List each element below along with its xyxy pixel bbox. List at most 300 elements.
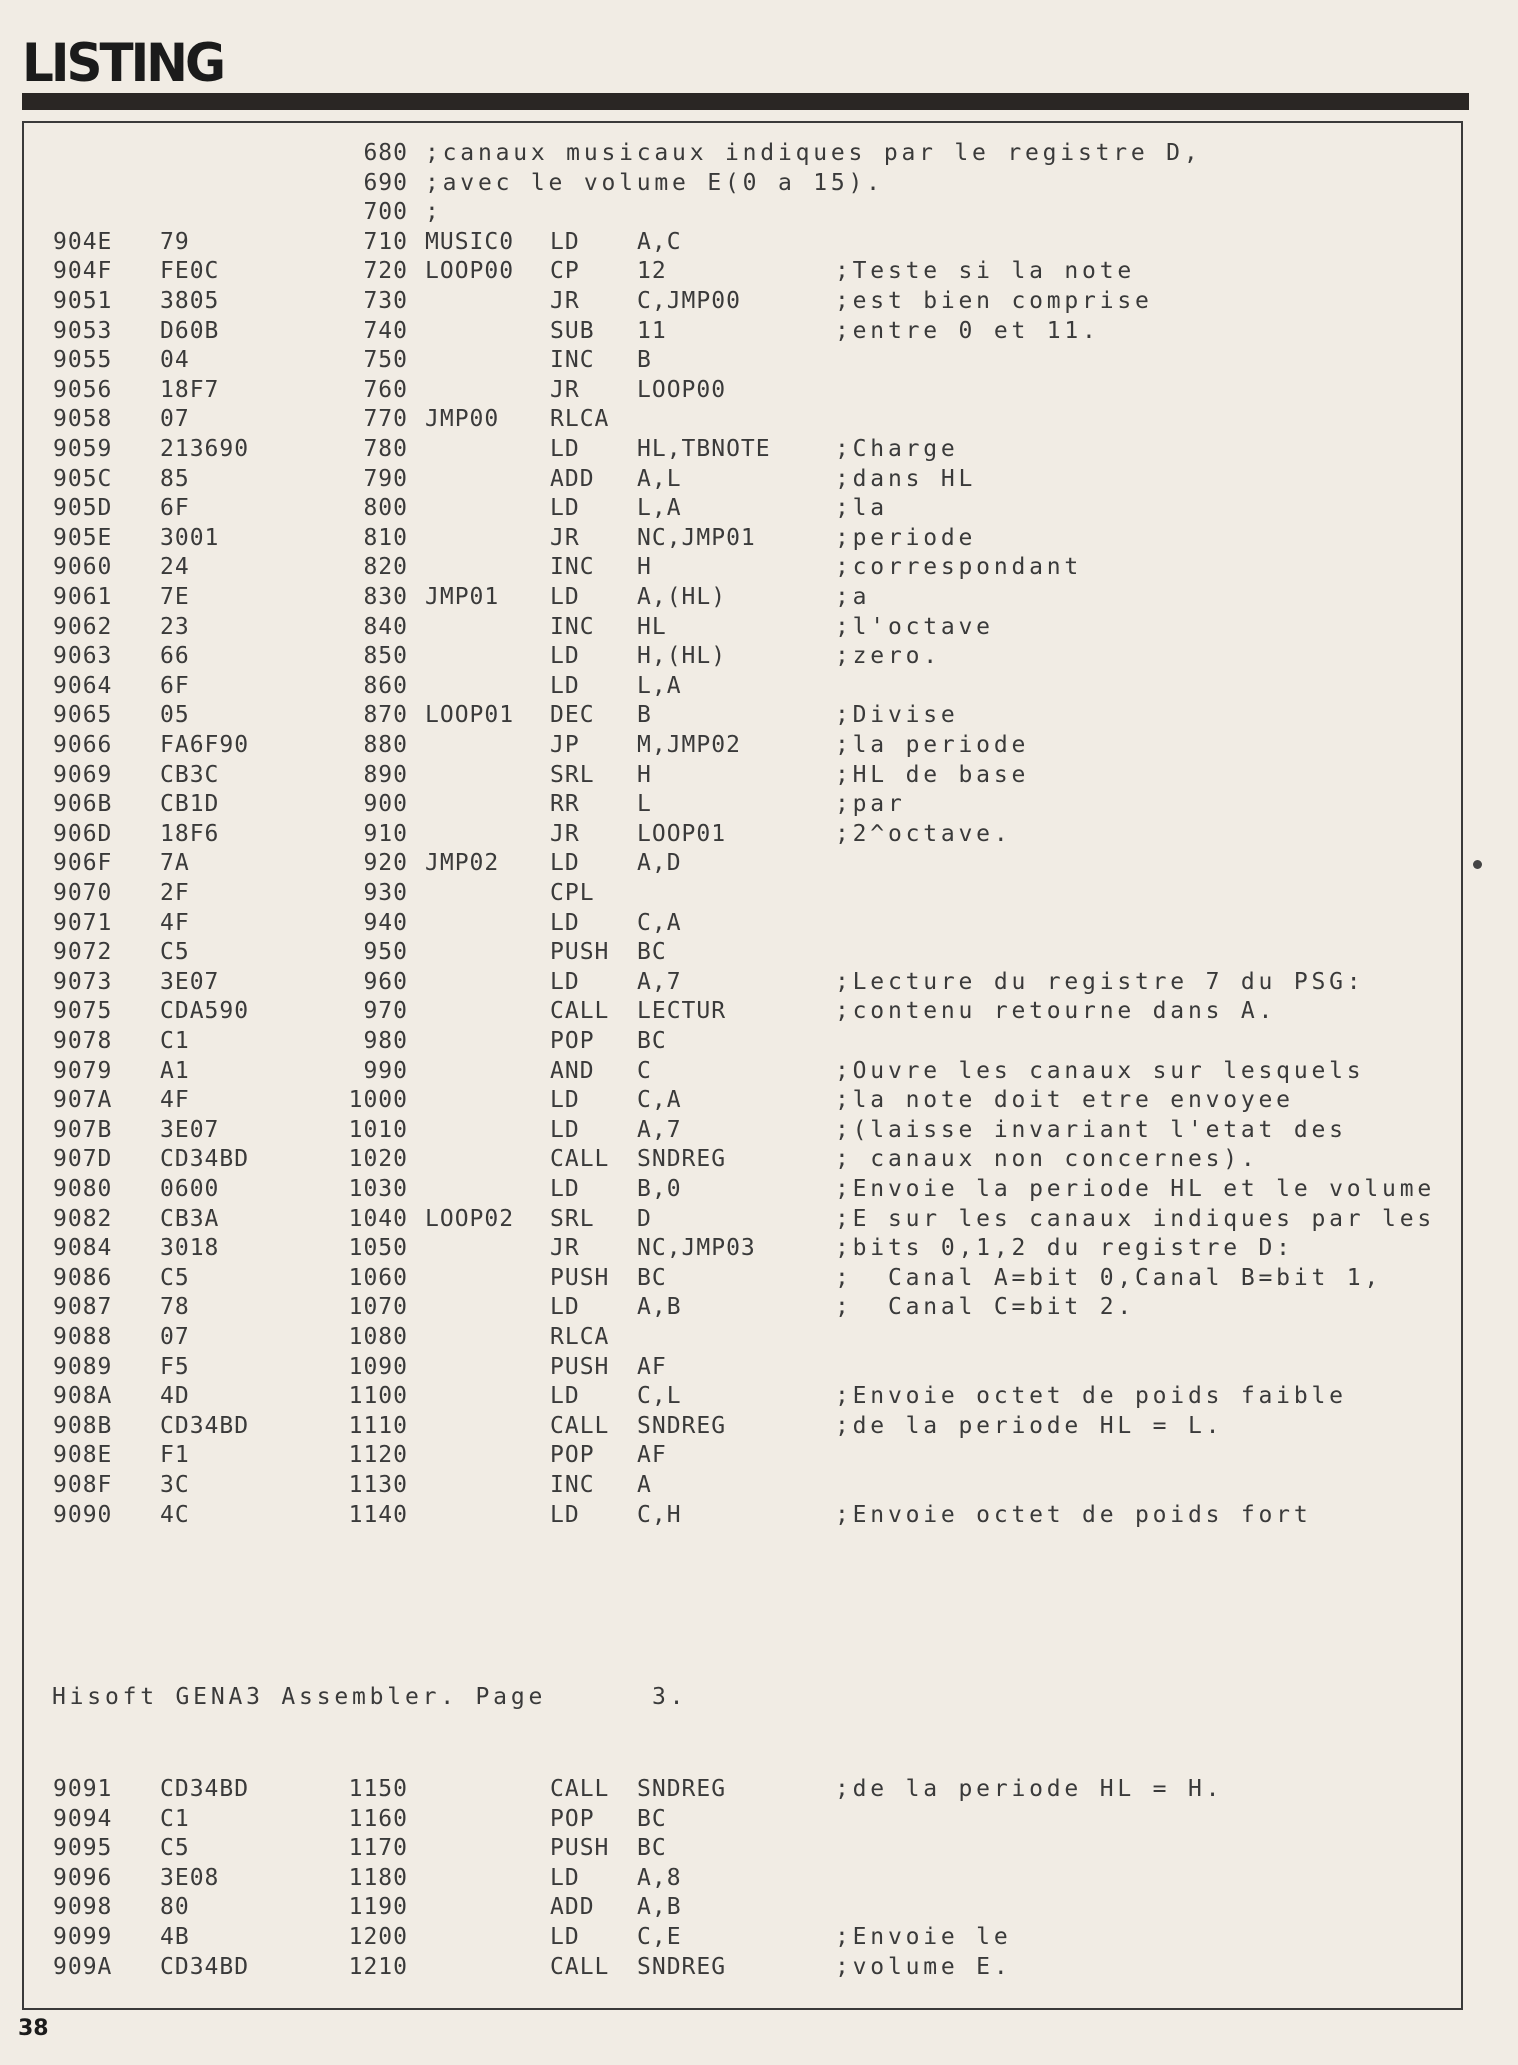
listing-row [0, 731, 1518, 759]
operands: A,D [637, 850, 682, 877]
listing-row [0, 257, 1518, 285]
listing-row [0, 169, 1518, 197]
mnemonic: LD [550, 850, 580, 877]
mnemonic: SRL [550, 761, 595, 788]
operands: BC [637, 1835, 667, 1862]
listing-row [0, 465, 1518, 493]
line-number: 1180 [348, 1864, 408, 1891]
address: 9053 [53, 317, 113, 344]
line-number: 1040 [348, 1205, 408, 1232]
mnemonic: LD [550, 672, 580, 699]
comment: ;Lecture du registre 7 du PSG: [835, 968, 1365, 995]
line-number: 790 [363, 465, 408, 492]
line-number: 690 [363, 169, 408, 196]
address: 9060 [53, 554, 113, 581]
address: 908F [53, 1472, 113, 1498]
mnemonic: PUSH [550, 1264, 610, 1291]
machine-code: CD34BD [160, 1146, 250, 1173]
listing-row [0, 1775, 1518, 1803]
machine-code: 4B [160, 1924, 190, 1950]
listing-row [0, 672, 1518, 700]
operands: H [637, 554, 652, 581]
machine-code: CD34BD [160, 1412, 250, 1439]
address: 9078 [53, 1028, 113, 1054]
machine-code: 7A [160, 850, 190, 877]
machine-code: 3E07 [160, 968, 220, 995]
comment: ;contenu retourne dans A. [835, 998, 1277, 1025]
mnemonic: JR [550, 376, 580, 403]
comment: ;Envoie le [835, 1924, 1012, 1950]
machine-code: 24 [160, 554, 190, 581]
operands: C,A [637, 909, 682, 936]
comment: ;E sur les canaux indiques par les [835, 1205, 1436, 1232]
address: 9064 [53, 672, 113, 699]
address: 9084 [53, 1235, 113, 1262]
machine-code: 4C [160, 1501, 190, 1528]
machine-code: C1 [160, 1805, 190, 1832]
machine-code: 05 [160, 702, 190, 729]
mnemonic: INC [550, 347, 595, 374]
operands: LECTUR [637, 998, 727, 1025]
line-number: 1200 [348, 1924, 408, 1950]
label: LOOP00 [425, 258, 515, 285]
listing-row [0, 435, 1518, 463]
mnemonic: CALL [550, 998, 610, 1025]
address: 908E [53, 1442, 113, 1469]
listing-row [0, 1323, 1518, 1351]
listing-row [0, 376, 1518, 404]
listing-row [0, 938, 1518, 966]
mnemonic: CP [550, 258, 580, 285]
line-number: 720 [363, 258, 408, 285]
line-number: 840 [363, 613, 408, 640]
mnemonic: LD [550, 495, 580, 522]
line-number: 1110 [348, 1412, 408, 1439]
comment: ;Charge [835, 436, 959, 462]
mnemonic: RR [550, 791, 580, 818]
mnemonic: PUSH [550, 939, 610, 966]
comment: ; canaux non concernes). [835, 1146, 1259, 1173]
mnemonic: DEC [550, 702, 595, 729]
address: 9051 [53, 288, 113, 314]
address: 908A [53, 1383, 113, 1410]
mnemonic: INC [550, 613, 595, 640]
mnemonic: JP [550, 732, 580, 758]
machine-code: 78 [160, 1294, 190, 1321]
mnemonic: CPL [550, 880, 595, 906]
comment: ;de la periode HL = H. [835, 1776, 1224, 1802]
operands: SNDREG [637, 1146, 727, 1173]
mnemonic: CALL [550, 1146, 610, 1173]
comment: ;bits 0,1,2 du registre D: [835, 1235, 1294, 1262]
label: MUSIC0 [425, 228, 515, 255]
comment: ;Envoie la periode HL et le volume [835, 1176, 1436, 1202]
line-number: 940 [363, 909, 408, 936]
address: 9058 [53, 406, 113, 433]
operands: C,A [637, 1087, 682, 1114]
comment: ;entre 0 et 11. [835, 317, 1100, 344]
machine-code: 07 [160, 406, 190, 433]
line-number: 960 [363, 968, 408, 995]
address: 9080 [53, 1176, 113, 1202]
line-number: 1080 [348, 1324, 408, 1350]
line-number: 1010 [348, 1116, 408, 1143]
operands: B,0 [637, 1176, 682, 1202]
header-rule [22, 93, 1469, 110]
address: 9069 [53, 761, 113, 788]
machine-code: 07 [160, 1324, 190, 1350]
listing-row [0, 909, 1518, 937]
listing-row [0, 524, 1518, 552]
listing-row [0, 1441, 1518, 1469]
address: 905C [53, 465, 113, 492]
listing-row [0, 642, 1518, 670]
machine-code: 66 [160, 643, 190, 670]
machine-code: F1 [160, 1442, 190, 1469]
machine-code: 3018 [160, 1235, 220, 1262]
address: 904E [53, 228, 113, 255]
line-number: 730 [363, 288, 408, 314]
listing-row [0, 198, 1518, 226]
listing-row [0, 1923, 1518, 1951]
comment: ; Canal A=bit 0,Canal B=bit 1, [835, 1264, 1383, 1291]
mnemonic: INC [550, 554, 595, 581]
listing-row [0, 701, 1518, 729]
address: 9059 [53, 436, 113, 462]
mnemonic: CALL [550, 1776, 610, 1802]
machine-code: 04 [160, 347, 190, 374]
line-number: 800 [363, 495, 408, 522]
mnemonic: ADD [550, 1894, 595, 1921]
operands: M,JMP02 [637, 732, 741, 758]
mnemonic: POP [550, 1805, 595, 1832]
operands: AF [637, 1353, 667, 1380]
line-number: 820 [363, 554, 408, 581]
mnemonic: LD [550, 1087, 580, 1114]
listing-row [0, 287, 1518, 315]
mnemonic: LD [550, 228, 580, 255]
line-number: 870 [363, 702, 408, 729]
mnemonic: JR [550, 288, 580, 314]
mnemonic: LD [550, 1116, 580, 1143]
listing-row [0, 1116, 1518, 1144]
operands: NC,JMP03 [637, 1235, 756, 1262]
line-number: 1160 [348, 1805, 408, 1832]
listing-row [0, 1805, 1518, 1833]
line-number: 980 [363, 1028, 408, 1054]
machine-code: 80 [160, 1894, 190, 1921]
listing-row [0, 346, 1518, 374]
mnemonic: LD [550, 909, 580, 936]
operands: SNDREG [637, 1776, 727, 1802]
listing-row [0, 1382, 1518, 1410]
address: 907D [53, 1146, 113, 1173]
listing-row [0, 405, 1518, 433]
line-number: 1170 [348, 1835, 408, 1862]
listing-row [0, 820, 1518, 848]
machine-code: 2F [160, 880, 190, 906]
operands: HL,TBNOTE [637, 436, 771, 462]
address: 9095 [53, 1835, 113, 1862]
line-number: 750 [363, 347, 408, 374]
operands: A,(HL) [637, 584, 727, 610]
machine-code: 3805 [160, 288, 220, 314]
mnemonic: LD [550, 436, 580, 462]
line-number: 1000 [348, 1087, 408, 1114]
comment: ;correspondant [835, 554, 1083, 581]
operands: B [637, 347, 652, 374]
listing-row [0, 1293, 1518, 1321]
operands: HL [637, 613, 667, 640]
mnemonic: JR [550, 820, 580, 847]
listing-row [0, 228, 1518, 256]
mnemonic: LD [550, 643, 580, 670]
line-number: 1090 [348, 1353, 408, 1380]
line-number: 990 [363, 1057, 408, 1084]
operands: LOOP01 [637, 820, 727, 847]
listing-row [0, 583, 1518, 611]
operands: BC [637, 1805, 667, 1832]
line-number: 970 [363, 998, 408, 1025]
address: 9072 [53, 939, 113, 966]
machine-code: F5 [160, 1353, 190, 1380]
address: 9056 [53, 376, 113, 403]
listing-row [0, 997, 1518, 1025]
listing-row [0, 139, 1518, 167]
listing-row [0, 1175, 1518, 1203]
comment: ;l'octave [835, 613, 994, 640]
mnemonic: LD [550, 1501, 580, 1528]
line-number: 740 [363, 317, 408, 344]
machine-code: 6F [160, 672, 190, 699]
address: 904F [53, 258, 113, 285]
comment: ;HL de base [835, 761, 1030, 788]
machine-code: 3E08 [160, 1864, 220, 1891]
listing-row [0, 1501, 1518, 1529]
line-number: 1210 [348, 1953, 408, 1980]
machine-code: 3001 [160, 524, 220, 551]
machine-code: 4F [160, 1087, 190, 1114]
section-title: LISTING [22, 32, 224, 94]
machine-code: CDA590 [160, 998, 250, 1025]
mnemonic: SUB [550, 317, 595, 344]
label: JMP01 [425, 584, 500, 610]
mnemonic: SRL [550, 1205, 595, 1232]
machine-code: 18F7 [160, 376, 220, 403]
address: 9087 [53, 1294, 113, 1321]
mnemonic: ADD [550, 465, 595, 492]
line-number: 890 [363, 761, 408, 788]
mnemonic: JR [550, 1235, 580, 1262]
machine-code: FE0C [160, 258, 220, 285]
line-number: 700 [363, 199, 408, 226]
machine-code: D60B [160, 317, 220, 344]
label: JMP02 [425, 850, 500, 877]
comment: ;est bien comprise [835, 288, 1153, 314]
comment: ;de la periode HL = L. [835, 1412, 1224, 1439]
listing-row [0, 761, 1518, 789]
operands: A,C [637, 228, 682, 255]
address: 907B [53, 1116, 113, 1143]
mnemonic: AND [550, 1057, 595, 1084]
mnemonic: POP [550, 1442, 595, 1469]
comment: ;2^octave. [835, 820, 1012, 847]
machine-code: 18F6 [160, 820, 220, 847]
operands: H [637, 761, 652, 788]
mnemonic: RLCA [550, 406, 610, 433]
listing-row [0, 1353, 1518, 1381]
machine-code: CB3C [160, 761, 220, 788]
listing-row [0, 553, 1518, 581]
line-number: 1150 [348, 1776, 408, 1802]
operands: AF [637, 1442, 667, 1469]
address: 9055 [53, 347, 113, 374]
operands: C,H [637, 1501, 682, 1528]
machine-code: 0600 [160, 1176, 220, 1202]
listing-row [0, 1264, 1518, 1292]
operands: A,B [637, 1294, 682, 1321]
comment: ;Ouvre les canaux sur lesquels [835, 1057, 1365, 1084]
comment: ;(laisse invariant l'etat des [835, 1116, 1347, 1143]
operands: A,7 [637, 968, 682, 995]
line-number: 1140 [348, 1501, 408, 1528]
operands: A,L [637, 465, 682, 492]
listing-row [0, 1471, 1518, 1499]
comment: ;Divise [835, 702, 959, 729]
comment: ;la [835, 495, 888, 522]
listing-row [0, 1234, 1518, 1262]
mnemonic: CALL [550, 1412, 610, 1439]
listing-row [0, 1205, 1518, 1233]
operands: C [637, 1057, 652, 1084]
operands: B [637, 702, 652, 729]
machine-code: 23 [160, 613, 190, 640]
address: 9079 [53, 1057, 113, 1084]
machine-code: 79 [160, 228, 190, 255]
machine-code: 6F [160, 495, 190, 522]
line-number: 1060 [348, 1264, 408, 1291]
address: 9086 [53, 1264, 113, 1291]
machine-code: C5 [160, 939, 190, 966]
line-number: 780 [363, 436, 408, 462]
machine-code: CB1D [160, 791, 220, 818]
operands: BC [637, 939, 667, 966]
machine-code: 85 [160, 465, 190, 492]
operands: L,A [637, 672, 682, 699]
address: 9099 [53, 1924, 113, 1950]
operands: LOOP00 [637, 376, 727, 403]
machine-code: 4F [160, 909, 190, 936]
listing-row [0, 1057, 1518, 1085]
address: 9065 [53, 702, 113, 729]
operands: SNDREG [637, 1412, 727, 1439]
address: 9062 [53, 613, 113, 640]
line-number: 710 [363, 228, 408, 255]
address: 9075 [53, 998, 113, 1025]
listing-row [0, 494, 1518, 522]
listing-row [0, 849, 1518, 877]
machine-code: 3C [160, 1472, 190, 1498]
mnemonic: POP [550, 1028, 595, 1054]
operands: 11 [637, 317, 667, 344]
address: 9063 [53, 643, 113, 670]
operands: C,JMP00 [637, 288, 741, 314]
address: 905E [53, 524, 113, 551]
label: LOOP01 [425, 702, 515, 729]
comment: ;canaux musicaux indiques par le registre D, [425, 140, 1202, 166]
address: 906B [53, 791, 113, 818]
address: 9082 [53, 1205, 113, 1232]
listing-row [0, 1145, 1518, 1173]
line-number: 830 [363, 584, 408, 610]
machine-code: FA6F90 [160, 732, 250, 758]
address: 906D [53, 820, 113, 847]
mnemonic: INC [550, 1472, 595, 1498]
listing-row [0, 790, 1518, 818]
line-number: 880 [363, 732, 408, 758]
line-number: 1070 [348, 1294, 408, 1321]
machine-code: CD34BD [160, 1953, 250, 1980]
address: 9071 [53, 909, 113, 936]
mnemonic: LD [550, 1924, 580, 1950]
listing-row [0, 317, 1518, 345]
comment: ;la periode [835, 732, 1030, 758]
address: 905D [53, 495, 113, 522]
label: LOOP02 [425, 1205, 515, 1232]
operands: 12 [637, 258, 667, 285]
operands: H,(HL) [637, 643, 727, 670]
line-number: 920 [363, 850, 408, 877]
machine-code: C1 [160, 1028, 190, 1054]
machine-code: A1 [160, 1057, 190, 1084]
mnemonic: JR [550, 524, 580, 551]
operands: BC [637, 1028, 667, 1054]
address: 9089 [53, 1353, 113, 1380]
machine-code: 7E [160, 584, 190, 610]
listing-row [0, 1027, 1518, 1055]
mnemonic: LD [550, 584, 580, 610]
address: 909A [53, 1953, 113, 1980]
machine-code: CD34BD [160, 1776, 250, 1802]
mnemonic: PUSH [550, 1353, 610, 1380]
line-number: 950 [363, 939, 408, 966]
address: 9061 [53, 584, 113, 610]
operands: L [637, 791, 652, 818]
mnemonic: LD [550, 1294, 580, 1321]
address: 9066 [53, 732, 113, 758]
operands: L,A [637, 495, 682, 522]
line-number: 900 [363, 791, 408, 818]
comment: ;zero. [835, 643, 941, 670]
line-number: 860 [363, 672, 408, 699]
comment: ;dans HL [835, 465, 977, 492]
machine-code: 213690 [160, 436, 250, 462]
line-number: 1130 [348, 1472, 408, 1498]
line-number: 850 [363, 643, 408, 670]
address: 907A [53, 1087, 113, 1114]
line-number: 1050 [348, 1235, 408, 1262]
line-number: 810 [363, 524, 408, 551]
operands: D [637, 1205, 652, 1232]
address: 9088 [53, 1324, 113, 1350]
mnemonic: RLCA [550, 1324, 610, 1350]
operands: BC [637, 1264, 667, 1291]
address: 9090 [53, 1501, 113, 1528]
listing-row [0, 1086, 1518, 1114]
comment: ;a [835, 584, 871, 610]
line-number: 930 [363, 880, 408, 906]
address: 9073 [53, 968, 113, 995]
